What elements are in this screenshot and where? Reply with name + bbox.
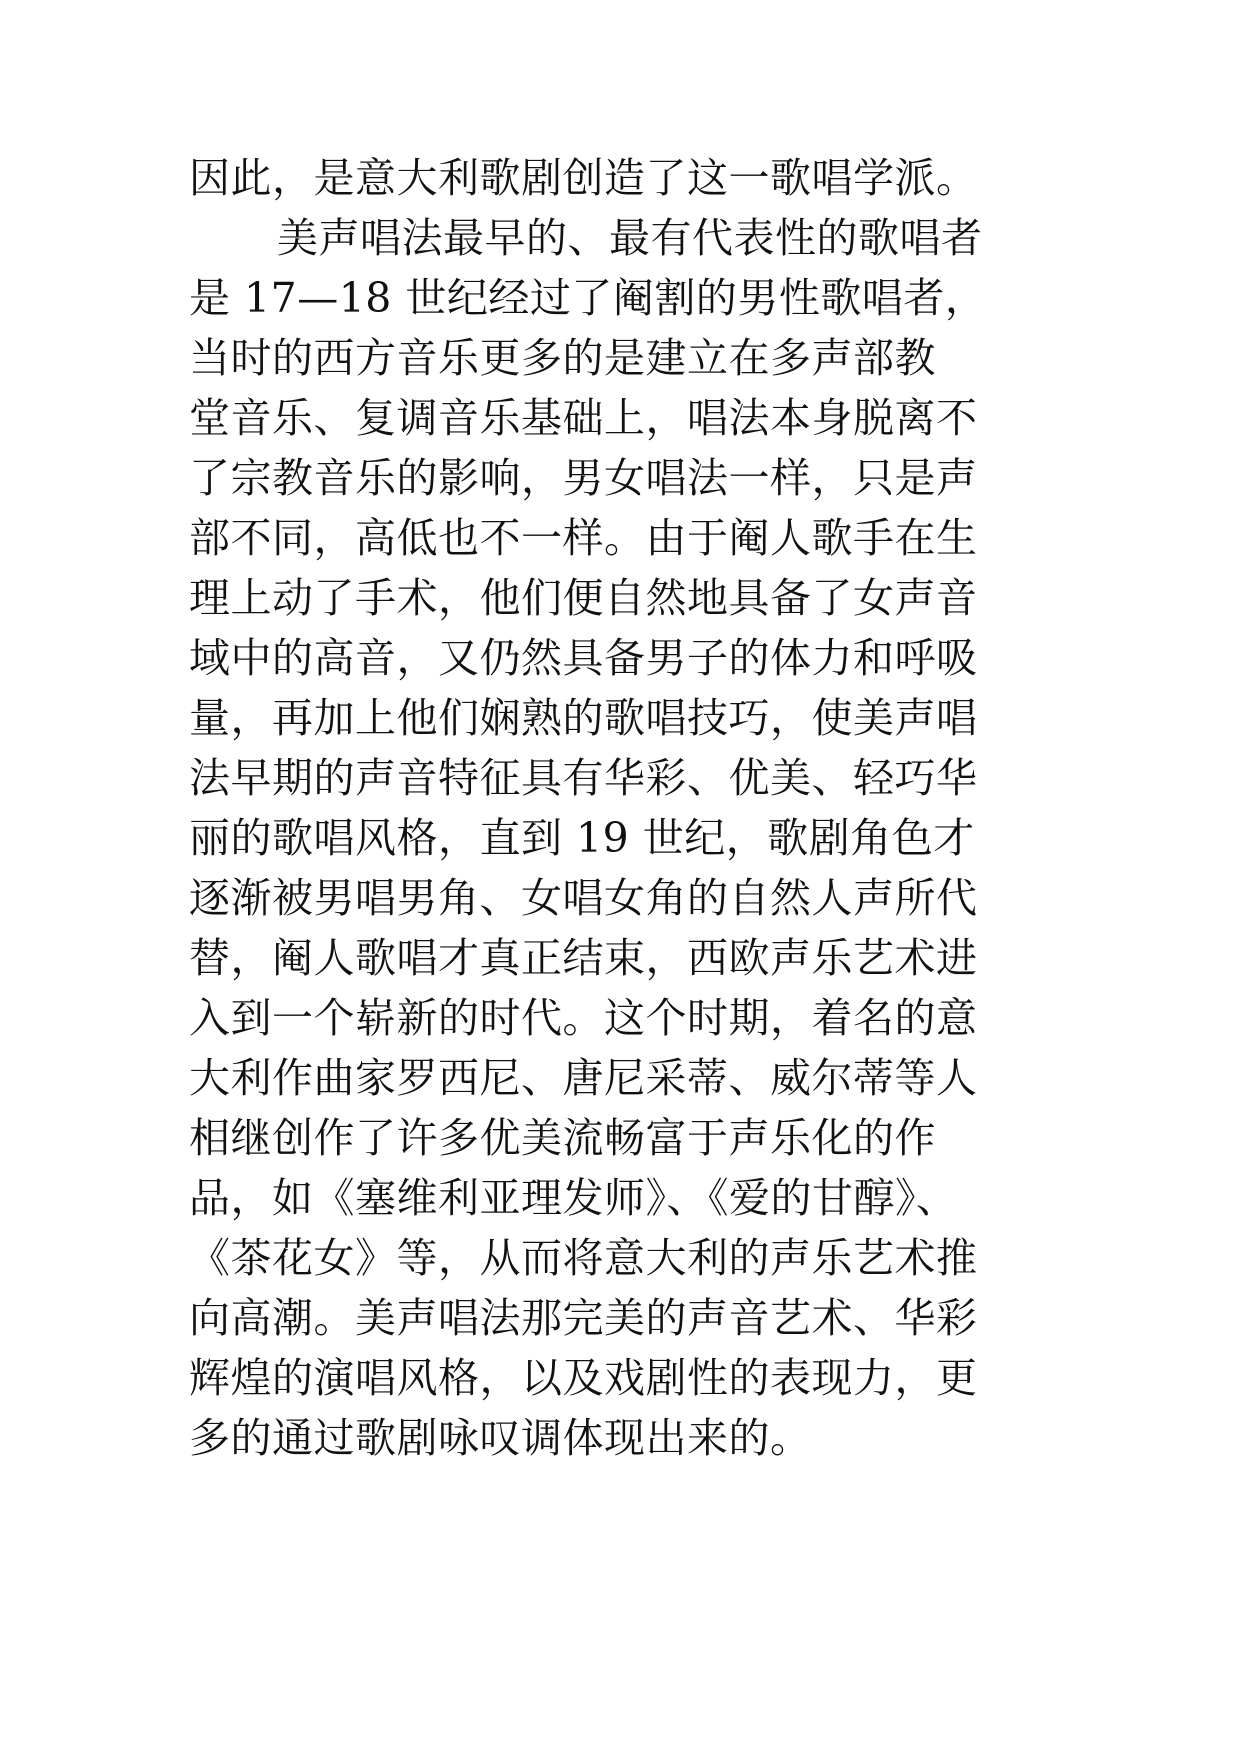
text-line: 品，如《塞维利亚理发师》、《爱的甘醇》、 [189,1174,958,1222]
text-line: 入到一个崭新的时代。这个时期，着名的意 [189,994,978,1042]
text-line: 堂音乐、复调音乐基础上，唱法本身脱离不 [189,394,978,442]
text-line: 辉煌的演唱风格，以及戏剧性的表现力，更 [189,1354,978,1402]
text-line: 理上动了手术，他们便自然地具备了女声音 [189,574,978,622]
body-text [189,148,1069,1468]
text-line: 部不同，高低也不一样。由于阉人歌手在生 [189,514,978,562]
text-line: 逐渐被男唱男角、女唱女角的自然人声所代 [189,874,978,922]
text-line: 法早期的声音特征具有华彩、优美、轻巧华 [189,754,978,802]
text-line: 丽的歌唱风格，直到 19 世纪，歌剧角色才 [189,814,975,862]
text-line: 是 17—18 世纪经过了阉割的男性歌唱者， [189,274,987,322]
text-line: 了宗教音乐的影响，男女唱法一样，只是声 [189,454,978,502]
text-line: 大利作曲家罗西尼、唐尼采蒂、威尔蒂等人 [189,1054,978,1102]
text-line: 因此，是意大利歌剧创造了这一歌唱学派。 [189,154,978,202]
text-line: 多的通过歌剧咏叹调体现出来的。 [189,1414,812,1462]
text-line: 《茶花女》等，从而将意大利的声乐艺术推 [189,1234,978,1282]
text-line: 域中的高音，又仍然具备男子的体力和呼吸 [189,634,978,682]
text-line: 替，阉人歌唱才真正结束，西欧声乐艺术进 [189,934,978,982]
text-line: 美声唱法最早的、最有代表性的歌唱者 [277,214,983,262]
text-line: 当时的西方音乐更多的是建立在多声部教 [189,334,936,382]
text-line: 相继创作了许多优美流畅富于声乐化的作 [189,1114,936,1162]
text-line: 向高潮。美声唱法那完美的声音艺术、华彩 [189,1294,978,1342]
text-line: 量，再加上他们娴熟的歌唱技巧，使美声唱 [189,694,978,742]
